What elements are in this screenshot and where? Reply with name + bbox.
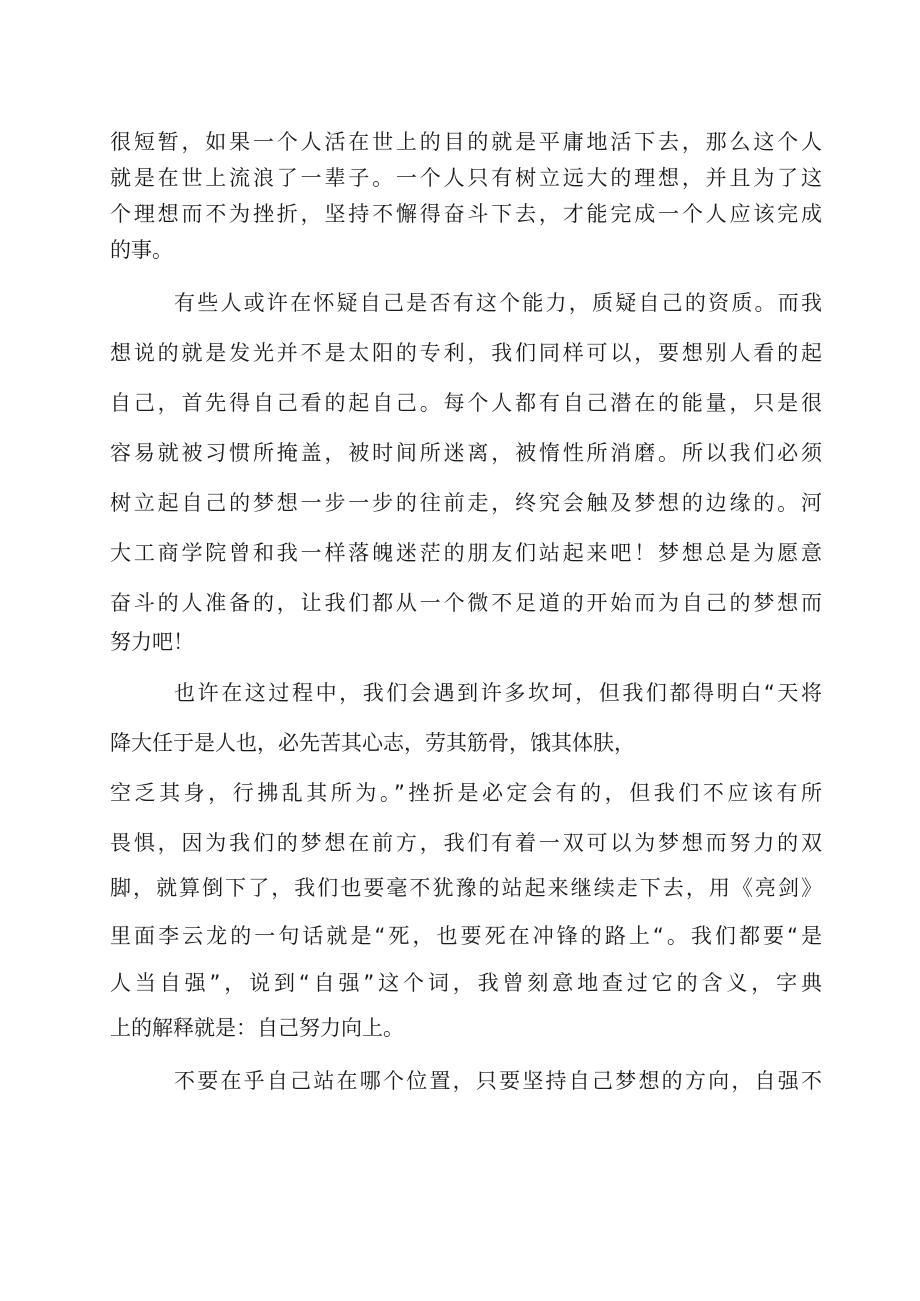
text-line: 里面李云龙的一句话就是“死，也要死在冲锋的路上“。我们都要“是 <box>110 924 822 948</box>
text-line: 努力吧！ <box>110 630 194 654</box>
text-line: 个理想而不为挫折，坚持不懈得奋斗下去，才能完成一个人应该完成 <box>110 202 822 226</box>
text-line: 奋斗的人准备的，让我们都从一个微不足道的开始而为自己的梦想而 <box>110 591 822 615</box>
paragraph-first-line: 不要在乎自己站在哪个位置，只要坚持自己梦想的方向，自强不 <box>174 1069 822 1093</box>
paragraph-first-line: 有些人或许在怀疑自己是否有这个能力，质疑自己的资质。而我 <box>174 291 822 315</box>
text-line: 自己，首先得自己看的起自己。每个人都有自己潜在的能量，只是很 <box>110 391 822 415</box>
text-line: 很短暂，如果一个人活在世上的目的就是平庸地活下去，那么这个人 <box>110 130 822 154</box>
text-line: 想说的就是发光并不是太阳的专利，我们同样可以，要想别人看的起 <box>110 341 822 365</box>
text-line: 人当自强”，说到“自强”这个词，我曾刻意地查过它的含义，字典 <box>110 971 822 995</box>
text-line: 树立起自己的梦想一步一步的往前走，终究会触及梦想的边缘的。河 <box>110 491 822 515</box>
text-line: 上的解释就是：自己努力向上。 <box>110 1016 404 1040</box>
text-line: 畏惧，因为我们的梦想在前方，我们有着一双可以为梦想而努力的双 <box>110 831 822 855</box>
text-line: 容易就被习惯所掩盖，被时间所迷离，被惰性所消磨。所以我们必须 <box>110 441 822 465</box>
text-line: 大工商学院曾和我一样落魄迷茫的朋友们站起来吧！梦想总是为愿意 <box>110 541 822 565</box>
text-line: 空乏其身，行拂乱其所为。”挫折是必定会有的，但我们不应该有所 <box>110 781 822 805</box>
text-line: 就是在世上流浪了一辈子。一个人只有树立远大的理想，并且为了这 <box>110 166 822 190</box>
text-line: 的事。 <box>110 238 173 262</box>
text-line: 降大任于是人也，必先苦其心志，劳其筋骨，饿其体肤， <box>110 731 635 755</box>
text-line: 脚，就算倒下了，我们也要毫不犹豫的站起来继续走下去，用《亮剑》 <box>110 876 822 900</box>
paragraph-first-line: 也许在这过程中，我们会遇到许多坎坷，但我们都得明白“天将 <box>174 681 822 705</box>
